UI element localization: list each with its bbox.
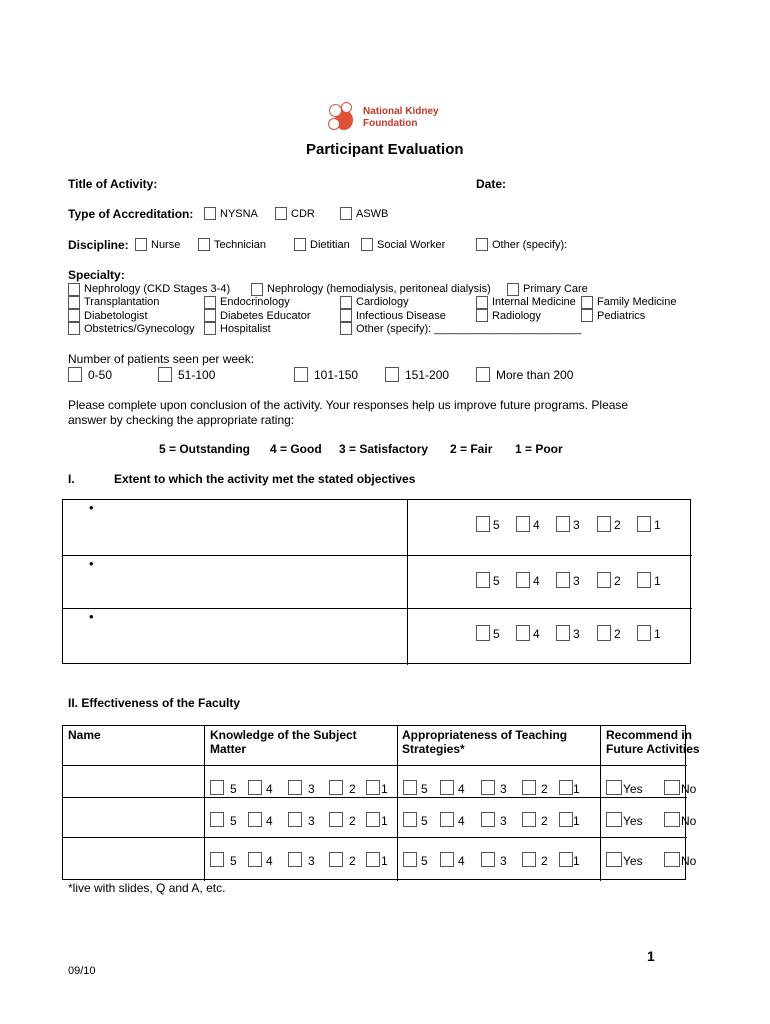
pediatrics-label: Pediatrics — [597, 310, 646, 322]
transplantation-checkbox[interactable] — [68, 296, 80, 309]
objective-rating-label: 4 — [533, 518, 540, 532]
family-medicine-label: Family Medicine — [597, 296, 677, 308]
faculty-1-knowledge-3-checkbox[interactable] — [288, 780, 302, 795]
nephrology-ckd-checkbox[interactable] — [68, 283, 80, 296]
page-title: Participant Evaluation — [306, 141, 464, 158]
faculty-1-approp-1-checkbox[interactable] — [559, 780, 573, 795]
objective-1-rating-2-checkbox[interactable] — [597, 516, 611, 532]
dietitian-checkbox[interactable] — [294, 238, 306, 251]
family-medicine-checkbox[interactable] — [581, 296, 593, 309]
knowledge-rating-label: 5 — [230, 854, 237, 868]
faculty-3-knowledge-2-checkbox[interactable] — [329, 852, 343, 867]
approp-rating-label: 3 — [500, 814, 507, 828]
diabetes-educator-checkbox[interactable] — [204, 309, 216, 322]
faculty-2-knowledge-1-checkbox[interactable] — [366, 812, 380, 827]
approp-rating-label: 1 — [573, 782, 580, 796]
social-worker-checkbox[interactable] — [361, 238, 373, 251]
pediatrics-checkbox[interactable] — [581, 309, 593, 322]
objective-2-rating-4-checkbox[interactable] — [516, 572, 530, 588]
objective-rating-label: 4 — [533, 627, 540, 641]
objective-3-rating-5-checkbox[interactable] — [476, 625, 490, 641]
approp-rating-label: 1 — [573, 854, 580, 868]
hospitalist-checkbox[interactable] — [204, 322, 216, 335]
col-approp-header-2: Strategies* — [402, 742, 465, 756]
objective-1-rating-5-checkbox[interactable] — [476, 516, 490, 532]
objective-rating-label: 3 — [573, 518, 580, 532]
faculty-1-approp-4-checkbox[interactable] — [440, 780, 454, 795]
faculty-3-approp-5-checkbox[interactable] — [403, 852, 417, 867]
objective-rating-label: 2 — [614, 518, 621, 532]
instructions-line2: answer by checking the appropriate rating: — [68, 413, 295, 427]
accreditation-label: Type of Accreditation: — [68, 207, 194, 221]
nurse-label: Nurse — [151, 239, 181, 251]
date-label: Date: — [476, 177, 507, 191]
faculty-1-yes-checkbox[interactable] — [606, 780, 622, 795]
faculty-2-knowledge-2-checkbox[interactable] — [329, 812, 343, 827]
knowledge-rating-label: 3 — [308, 782, 315, 796]
patients-151-200-checkbox[interactable] — [385, 367, 399, 382]
objective-rating-label: 2 — [614, 574, 621, 588]
objective-2-rating-3-checkbox[interactable] — [556, 572, 570, 588]
radiology-checkbox[interactable] — [476, 309, 488, 322]
faculty-2-knowledge-3-checkbox[interactable] — [288, 812, 302, 827]
nephrology-hd-checkbox[interactable] — [251, 283, 263, 296]
objective-rating-label: 4 — [533, 574, 540, 588]
objective-rating-label: 3 — [573, 627, 580, 641]
objective-rating-label: 1 — [654, 518, 661, 532]
scale-4: 4 = Good — [270, 442, 322, 456]
section2-title: II. Effectiveness of the Faculty — [68, 696, 241, 710]
faculty-2-approp-2-checkbox[interactable] — [522, 812, 536, 827]
objective-rating-label: 5 — [493, 518, 500, 532]
knowledge-rating-label: 4 — [266, 782, 273, 796]
approp-rating-label: 5 — [421, 854, 428, 868]
objective-1-rating-1-checkbox[interactable] — [637, 516, 651, 532]
col-recommend-header-2: Future Activities — [606, 742, 700, 756]
faculty-1-knowledge-1-checkbox[interactable] — [366, 780, 380, 795]
faculty-1-approp-2-checkbox[interactable] — [522, 780, 536, 795]
diabetologist-label: Diabetologist — [84, 310, 148, 322]
objective-rating-label: 5 — [493, 627, 500, 641]
aswb-checkbox[interactable] — [340, 207, 352, 220]
nephrology-ckd-label: Nephrology (CKD Stages 3-4) — [84, 283, 231, 295]
knowledge-rating-label: 5 — [230, 782, 237, 796]
objective-3-rating-3-checkbox[interactable] — [556, 625, 570, 641]
patients-0-50-checkbox[interactable] — [68, 367, 82, 382]
faculty-1-knowledge-2-checkbox[interactable] — [329, 780, 343, 795]
objective-rating-label: 1 — [654, 627, 661, 641]
faculty-1-approp-5-checkbox[interactable] — [403, 780, 417, 795]
technician-checkbox[interactable] — [198, 238, 210, 251]
col-name-header: Name — [68, 728, 101, 742]
endocrinology-checkbox[interactable] — [204, 296, 216, 309]
approp-rating-label: 4 — [458, 814, 465, 828]
other-specialty-label: Other (specify): ________________________ — [356, 323, 582, 335]
footnote: *live with slides, Q and A, etc. — [68, 881, 226, 895]
cardiology-checkbox[interactable] — [340, 296, 352, 309]
scale-5: 5 = Outstanding — [159, 442, 251, 456]
section1-number: I. — [68, 472, 75, 486]
faculty-1-knowledge-5-checkbox[interactable] — [210, 780, 224, 795]
primary-care-checkbox[interactable] — [507, 283, 519, 296]
knowledge-rating-label: 5 — [230, 814, 237, 828]
approp-rating-label: 3 — [500, 854, 507, 868]
col-recommend-header-1: Recommend in — [606, 728, 693, 742]
nysna-label: NYSNA — [220, 208, 258, 220]
other-specialty-checkbox[interactable] — [340, 322, 352, 335]
objective-3-rating-2-checkbox[interactable] — [597, 625, 611, 641]
other-discipline-checkbox[interactable] — [476, 238, 488, 251]
objective-2-rating-5-checkbox[interactable] — [476, 572, 490, 588]
discipline-label: Discipline: — [68, 238, 129, 252]
patients-0-50-label: 0-50 — [88, 368, 113, 382]
patients-51-100-label: 51-100 — [178, 368, 216, 382]
patients-151-200-label: 151-200 — [405, 368, 450, 382]
scale-2: 2 = Fair — [450, 442, 493, 456]
objective-1-rating-3-checkbox[interactable] — [556, 516, 570, 532]
approp-rating-label: 5 — [421, 814, 428, 828]
approp-rating-label: 3 — [500, 782, 507, 796]
instructions-line1: Please complete upon conclusion of the activity. Your responses help us improve future programs. Please — [68, 398, 629, 412]
objective-bullet: • — [89, 500, 94, 515]
social-worker-label: Social Worker — [377, 239, 446, 251]
primary-care-label: Primary Care — [523, 283, 588, 295]
faculty-2-yes-checkbox[interactable] — [606, 812, 622, 827]
cardiology-label: Cardiology — [356, 296, 409, 308]
faculty-1-approp-3-checkbox[interactable] — [481, 780, 495, 795]
knowledge-rating-label: 2 — [349, 854, 356, 868]
logo-mark-icon — [329, 104, 355, 132]
faculty-1-no-checkbox[interactable] — [664, 780, 680, 795]
objective-3-rating-1-checkbox[interactable] — [637, 625, 651, 641]
col-knowledge-header-2: Matter — [210, 742, 247, 756]
no-label: No — [681, 782, 697, 796]
faculty-2-approp-1-checkbox[interactable] — [559, 812, 573, 827]
faculty-3-knowledge-5-checkbox[interactable] — [210, 852, 224, 867]
cdr-checkbox[interactable] — [275, 207, 287, 220]
faculty-3-approp-3-checkbox[interactable] — [481, 852, 495, 867]
faculty-3-yes-checkbox[interactable] — [606, 852, 622, 867]
faculty-3-knowledge-3-checkbox[interactable] — [288, 852, 302, 867]
faculty-2-knowledge-4-checkbox[interactable] — [248, 812, 262, 827]
nysna-checkbox[interactable] — [204, 207, 216, 220]
section1-title: Extent to which the activity met the stated objectives — [114, 472, 416, 486]
faculty-3-knowledge-4-checkbox[interactable] — [248, 852, 262, 867]
yes-label: Yes — [623, 854, 643, 868]
col-knowledge-header-1: Knowledge of the Subject — [210, 728, 357, 742]
nkf-logo — [329, 100, 444, 136]
infectious-disease-checkbox[interactable] — [340, 309, 352, 322]
nephrology-hd-label: Nephrology (hemodialysis, peritoneal dialysis) — [267, 283, 491, 295]
approp-rating-label: 5 — [421, 782, 428, 796]
knowledge-rating-label: 4 — [266, 814, 273, 828]
objective-1-rating-4-checkbox[interactable] — [516, 516, 530, 532]
aswb-label: ASWB — [356, 208, 389, 220]
hospitalist-label: Hospitalist — [220, 323, 271, 335]
knowledge-rating-label: 2 — [349, 814, 356, 828]
obgyn-label: Obstetrics/Gynecology — [84, 323, 195, 335]
diabetologist-checkbox[interactable] — [68, 309, 80, 322]
diabetes-educator-label: Diabetes Educator — [220, 310, 311, 322]
faculty-2-knowledge-5-checkbox[interactable] — [210, 812, 224, 827]
approp-rating-label: 4 — [458, 782, 465, 796]
dietitian-label: Dietitian — [310, 239, 350, 251]
approp-rating-label: 2 — [541, 854, 548, 868]
objective-2-rating-1-checkbox[interactable] — [637, 572, 651, 588]
faculty-2-no-checkbox[interactable] — [664, 812, 680, 827]
knowledge-rating-label: 2 — [349, 782, 356, 796]
footer-code: 09/10 — [68, 965, 96, 977]
page-number: 1 — [647, 948, 655, 964]
yes-label: Yes — [623, 782, 643, 796]
no-label: No — [681, 854, 697, 868]
knowledge-rating-label: 3 — [308, 814, 315, 828]
logo-text-line1: National Kidney — [363, 106, 439, 117]
knowledge-rating-label: 1 — [381, 814, 388, 828]
faculty-3-knowledge-1-checkbox[interactable] — [366, 852, 380, 867]
approp-rating-label: 4 — [458, 854, 465, 868]
transplantation-label: Transplantation — [84, 296, 160, 308]
faculty-2-approp-4-checkbox[interactable] — [440, 812, 454, 827]
objective-3-rating-4-checkbox[interactable] — [516, 625, 530, 641]
patients-101-150-label: 101-150 — [314, 368, 359, 382]
radiology-label: Radiology — [492, 310, 541, 322]
objective-rating-label: 1 — [654, 574, 661, 588]
objective-rating-label: 2 — [614, 627, 621, 641]
cdr-label: CDR — [291, 208, 315, 220]
no-label: No — [681, 814, 697, 828]
objective-2-rating-2-checkbox[interactable] — [597, 572, 611, 588]
faculty-2-approp-5-checkbox[interactable] — [403, 812, 417, 827]
nurse-checkbox[interactable] — [135, 238, 147, 251]
objective-bullet: • — [89, 556, 94, 571]
logo-text-line2: Foundation — [363, 118, 418, 129]
patients-label: Number of patients seen per week: — [68, 352, 255, 366]
faculty-2-approp-3-checkbox[interactable] — [481, 812, 495, 827]
technician-label: Technician — [214, 239, 266, 251]
objective-bullet: • — [89, 609, 94, 624]
obgyn-checkbox[interactable] — [68, 322, 80, 335]
infectious-disease-label: Infectious Disease — [356, 310, 446, 322]
knowledge-rating-label: 3 — [308, 854, 315, 868]
faculty-3-no-checkbox[interactable] — [664, 852, 680, 867]
knowledge-rating-label: 4 — [266, 854, 273, 868]
scale-3: 3 = Satisfactory — [339, 442, 429, 456]
endocrinology-label: Endocrinology — [220, 296, 290, 308]
patients-101-150-checkbox[interactable] — [294, 367, 308, 382]
objective-rating-label: 3 — [573, 574, 580, 588]
approp-rating-label: 2 — [541, 782, 548, 796]
other-discipline-label: Other (specify): — [492, 239, 568, 251]
patients-more-200-label: More than 200 — [496, 368, 574, 382]
scale-1: 1 = Poor — [515, 442, 563, 456]
faculty-3-approp-1-checkbox[interactable] — [559, 852, 573, 867]
approp-rating-label: 2 — [541, 814, 548, 828]
knowledge-rating-label: 1 — [381, 854, 388, 868]
faculty-3-approp-4-checkbox[interactable] — [440, 852, 454, 867]
specialty-label: Specialty: — [68, 268, 125, 282]
objective-rating-label: 5 — [493, 574, 500, 588]
internal-medicine-label: Internal Medicine — [492, 296, 576, 308]
title-of-activity-label: Title of Activity: — [68, 177, 158, 191]
faculty-3-approp-2-checkbox[interactable] — [522, 852, 536, 867]
approp-rating-label: 1 — [573, 814, 580, 828]
patients-more-200-checkbox[interactable] — [476, 367, 490, 382]
internal-medicine-checkbox[interactable] — [476, 296, 488, 309]
col-approp-header-1: Appropriateness of Teaching — [402, 728, 568, 742]
knowledge-rating-label: 1 — [381, 782, 388, 796]
faculty-1-knowledge-4-checkbox[interactable] — [248, 780, 262, 795]
patients-51-100-checkbox[interactable] — [158, 367, 172, 382]
yes-label: Yes — [623, 814, 643, 828]
